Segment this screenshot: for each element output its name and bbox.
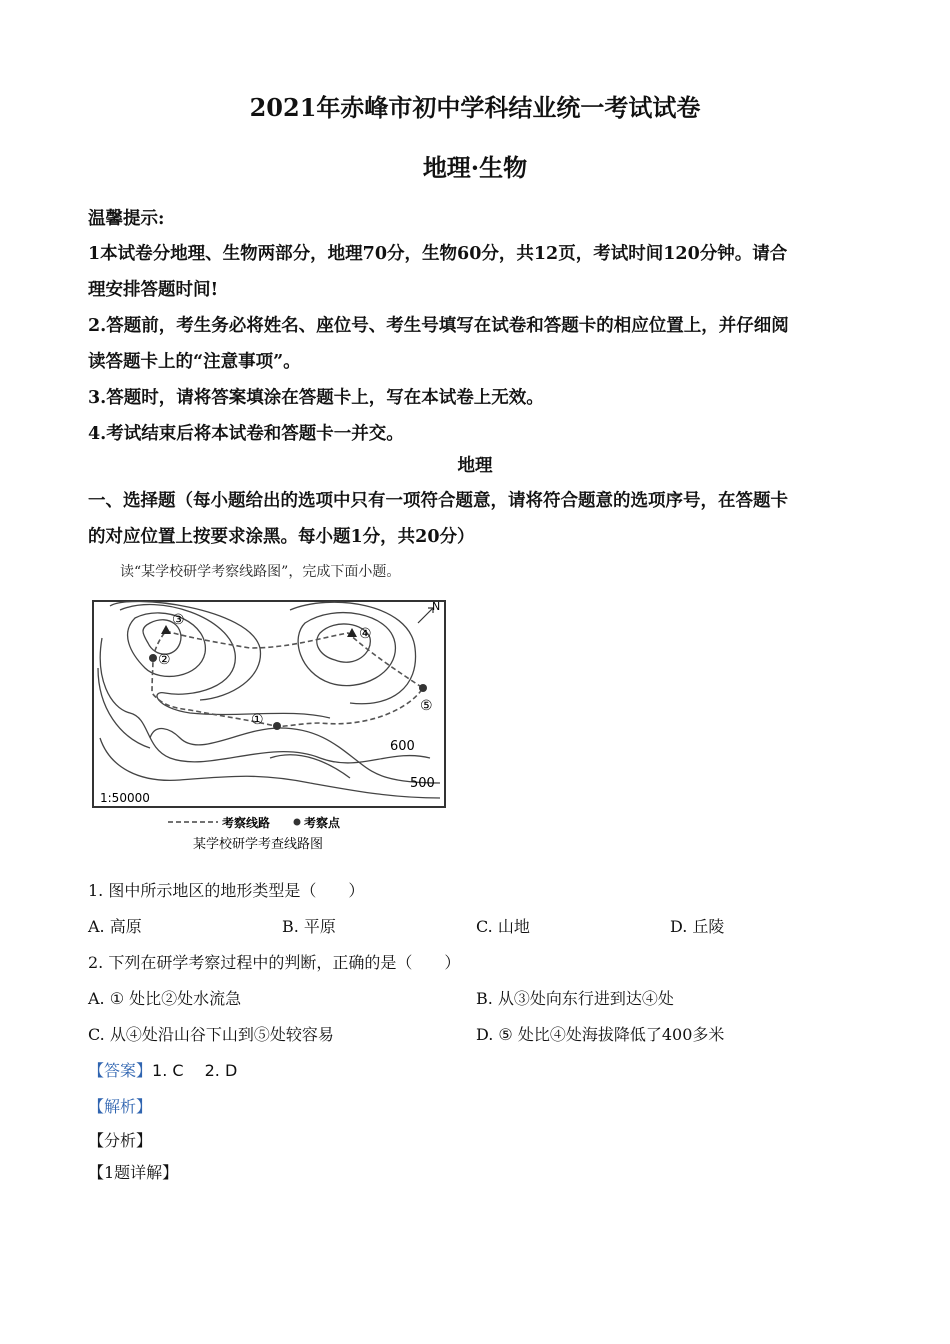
- point-2-marker: [149, 654, 157, 662]
- notice-item-4: 4.考试结束后将本试卷和答题卡一并交。: [88, 424, 404, 444]
- label-contour-600: 600: [390, 739, 415, 754]
- section-subject: 地理: [457, 456, 493, 476]
- notice-heading: 温馨提示:: [88, 209, 165, 229]
- legend-point-label: 考察点: [304, 816, 341, 830]
- question-2-option-a[interactable]: A. ① 处比②处水流急: [88, 989, 242, 1008]
- map-scale: 1:50000: [100, 791, 150, 805]
- legend-route-label: 考察线路: [222, 816, 271, 830]
- notice-item-1-line-1: 1本试卷分地理、生物两部分，地理70分，生物60分，共12页，考试时间120分钟。请合: [88, 244, 788, 264]
- point-5-marker: [419, 684, 427, 692]
- label-point-5: ⑤: [420, 698, 433, 714]
- map-caption: 某学校研学考查线路图: [193, 837, 324, 852]
- label-point-4: ④: [359, 626, 372, 642]
- contour-map-figure: [90, 598, 448, 860]
- label-contour-500: 500: [410, 776, 435, 791]
- answer-label: 【答案】: [88, 1061, 153, 1080]
- question-1-stem: 1. 图中所示地区的地形类型是（ ）: [88, 881, 365, 900]
- map-frame: [93, 601, 445, 807]
- point-1-marker: [273, 722, 281, 730]
- label-point-3: ③: [172, 612, 185, 628]
- analysis-detail-1: 【1题详解】: [88, 1163, 179, 1182]
- notice-item-3: 3.答题时，请将答案填涂在答题卡上，写在本试卷上无效。: [88, 388, 544, 408]
- label-point-1: ①: [251, 712, 264, 728]
- question-intro: 读“某学校研学考察线路图”，完成下面小题。: [120, 564, 401, 580]
- question-1-option-b[interactable]: B. 平原: [282, 917, 336, 936]
- answer-line: [88, 1058, 237, 1081]
- section-instructions-line-1: 一、选择题（每小题给出的选项中只有一项符合题意，请将符合题意的选项序号，在答题卡: [88, 491, 788, 511]
- question-1-option-c[interactable]: C. 山地: [476, 917, 530, 936]
- exam-subtitle: 地理·生物: [422, 153, 528, 182]
- north-label: N: [432, 600, 441, 613]
- label-point-2: ②: [158, 652, 171, 668]
- exam-title: 2021年赤峰市初中学科结业统一考试试卷: [249, 93, 701, 122]
- section-instructions-line-2: 的对应位置上按要求涂黑。每小题1分，共20分）: [88, 527, 475, 547]
- question-2-stem: 2. 下列在研学考察过程中的判断，正确的是（ ）: [88, 953, 461, 972]
- analysis-label: 【解析】: [88, 1097, 153, 1116]
- question-1-option-a[interactable]: A. 高原: [88, 917, 142, 936]
- answer-value: 1. C 2. D: [152, 1061, 238, 1080]
- question-1-option-d[interactable]: D. 丘陵: [670, 917, 725, 936]
- notice-item-2-line-2: 读答题卡上的“注意事项”。: [88, 352, 301, 372]
- legend-point-marker: [294, 819, 301, 826]
- question-2-option-b[interactable]: B. 从③处向东行进到达④处: [476, 989, 674, 1008]
- question-2-option-d[interactable]: D. ⑤ 处比④处海拔降低了400多米: [476, 1025, 725, 1044]
- question-2-option-c[interactable]: C. 从④处沿山谷下山到⑤处较容易: [88, 1025, 334, 1044]
- notice-item-1-line-2: 理安排答题时间!: [88, 280, 219, 300]
- notice-item-2-line-1: 2.答题前，考生务必将姓名、座位号、考生号填写在试卷和答题卡的相应位置上，并仔细阅: [88, 316, 789, 336]
- analysis-fenxi: 【分析】: [88, 1131, 153, 1150]
